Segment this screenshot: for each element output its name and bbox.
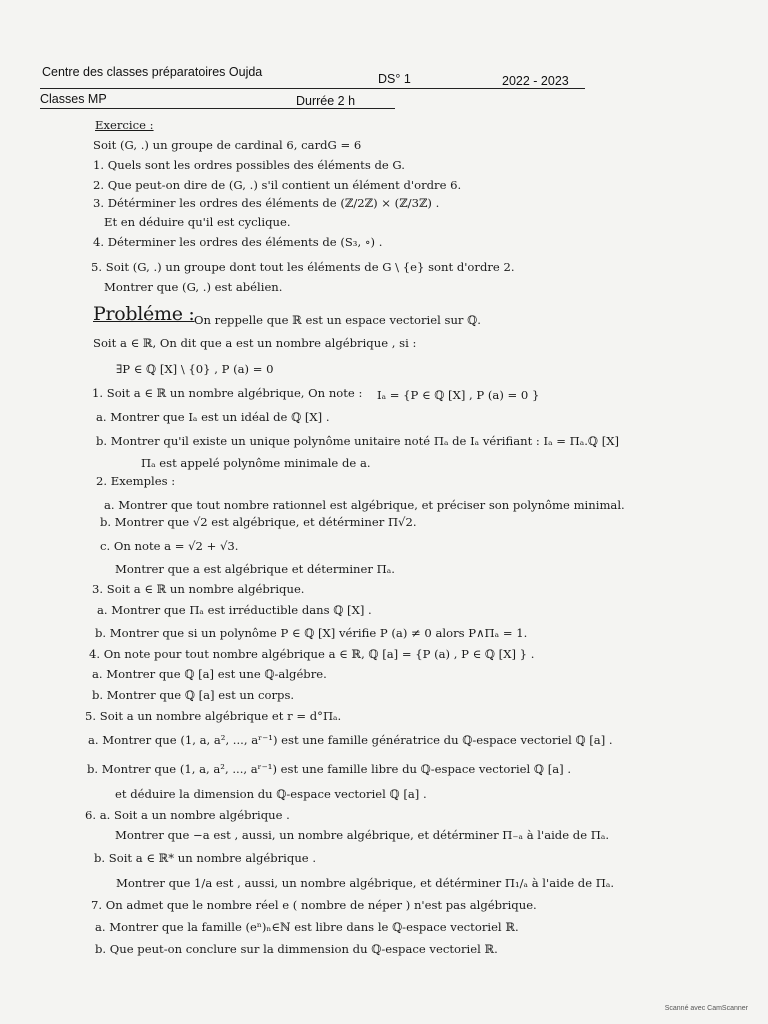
problem-line: 4. On note pour tout nombre algébrique a ∈ ℝ, ℚ [a] = {P (a) , P ∈ ℚ [X] } . [89, 647, 535, 661]
problem-line: Iₐ = {P ∈ ℚ [X] , P (a) = 0 } [377, 388, 540, 402]
exercise-line: Soit (G, .) un groupe de cardinal 6, cardG = 6 [93, 138, 362, 152]
problem-line: ∃P ∈ ℚ [X] \ {0} , P (a) = 0 [116, 362, 274, 376]
exam-number: DS° 1 [378, 72, 411, 86]
problem-line: a. Montrer que (1, a, a², ..., aʳ⁻¹) est une famille génératrice du ℚ-espace vectoriel ℚ [a] . [88, 733, 613, 747]
exercise-line: Et en déduire qu'il est cyclique. [104, 215, 291, 229]
problem-line: a. Montrer que la famille (eⁿ)ₙ∈ℕ est libre dans le ℚ-espace vectoriel ℝ. [95, 920, 519, 934]
header-rule [40, 88, 585, 89]
problem-line: Montrer que a est algébrique et déterminer Πₐ. [115, 562, 395, 576]
problem-line: Πₐ est appelé polynôme minimale de a. [141, 456, 371, 470]
problem-line: b. Montrer que (1, a, a², ..., aʳ⁻¹) est une famille libre du ℚ-espace vectoriel ℚ [a] . [87, 762, 572, 776]
problem-line: b. Montrer que ℚ [a] est un corps. [92, 688, 295, 702]
problem-line: a. Montrer que tout nombre rationnel est algébrique, et préciser son polynôme minimal. [104, 498, 625, 512]
school-name: Centre des classes préparatoires Oujda [42, 65, 263, 79]
exercise-line: 1. Quels sont les ordres possibles des éléments de G. [93, 158, 405, 172]
header-rule-2 [40, 108, 395, 109]
exercise-line: 3. Détérminer les ordres des éléments de (ℤ/2ℤ) × (ℤ/3ℤ) . [93, 196, 440, 210]
exam-duration: Durrée 2 h [296, 94, 356, 108]
school-year: 2022 - 2023 [502, 74, 569, 88]
problem-line: 6. a. Soit a un nombre algébrique . [85, 808, 290, 822]
exercise-line: 4. Déterminer les ordres des éléments de (S₃, ∘) . [93, 235, 383, 249]
problem-line: b. Que peut-on conclure sur la dimmension du ℚ-espace vectoriel ℝ. [95, 942, 498, 956]
problem-line: a. Montrer que ℚ [a] est une ℚ-algébre. [92, 667, 327, 681]
exercise-line: 5. Soit (G, .) un groupe dont tout les éléments de G \ {e} sont d'ordre 2. [91, 260, 515, 274]
class-name: Classes MP [40, 92, 107, 106]
exercise-line: Montrer que (G, .) est abélien. [104, 280, 283, 294]
problem-line: et déduire la dimension du ℚ-espace vectoriel ℚ [a] . [115, 787, 427, 801]
problem-line: 1. Soit a ∈ ℝ un nombre algébrique, On note : [92, 386, 363, 400]
problem-line: 5. Soit a un nombre algébrique et r = d°Πₐ. [85, 709, 342, 723]
problem-line: b. Montrer que si un polynôme P ∈ ℚ [X] vérifie P (a) ≠ 0 alors P∧Πₐ = 1. [95, 626, 528, 640]
problem-line: b. Soit a ∈ ℝ* un nombre algébrique . [94, 851, 317, 865]
problem-line: 2. Exemples : [96, 474, 176, 488]
problem-line: b. Montrer qu'il existe un unique polynôme unitaire noté Πₐ de Iₐ vérifiant : Iₐ = Πₐ.ℚ [X] [96, 434, 620, 448]
problem-intro: On reppelle que ℝ est un espace vectoriel sur ℚ. [194, 313, 481, 327]
problem-line: Montrer que −a est , aussi, un nombre algébrique, et détérminer Π₋ₐ à l'aide de Πₐ. [115, 828, 610, 842]
problem-line: Montrer que 1/a est , aussi, un nombre algébrique, et détérminer Π₁/ₐ à l'aide de Πₐ. [116, 876, 615, 890]
exercise-line: 2. Que peut-on dire de (G, .) s'il contient un élément d'ordre 6. [93, 178, 462, 192]
problem-line: a. Montrer que Iₐ est un idéal de ℚ [X] . [96, 410, 330, 424]
problem-line: Soit a ∈ ℝ, On dit que a est un nombre algébrique , si : [93, 336, 417, 350]
problem-line: 7. On admet que le nombre réel e ( nombre de néper ) n'est pas algébrique. [91, 898, 537, 912]
problem-line: a. Montrer que Πₐ est irréductible dans ℚ [X] . [97, 603, 372, 617]
problem-line: b. Montrer que √2 est algébrique, et détérminer Π√2. [100, 515, 417, 529]
problem-title: Probléme : [93, 303, 195, 325]
exercise-title: Exercice : [95, 118, 154, 132]
problem-line: c. On note a = √2 + √3. [100, 539, 239, 553]
scanner-footer: Scanné avec CamScanner [664, 1005, 748, 1012]
problem-line: 3. Soit a ∈ ℝ un nombre algébrique. [92, 582, 305, 596]
